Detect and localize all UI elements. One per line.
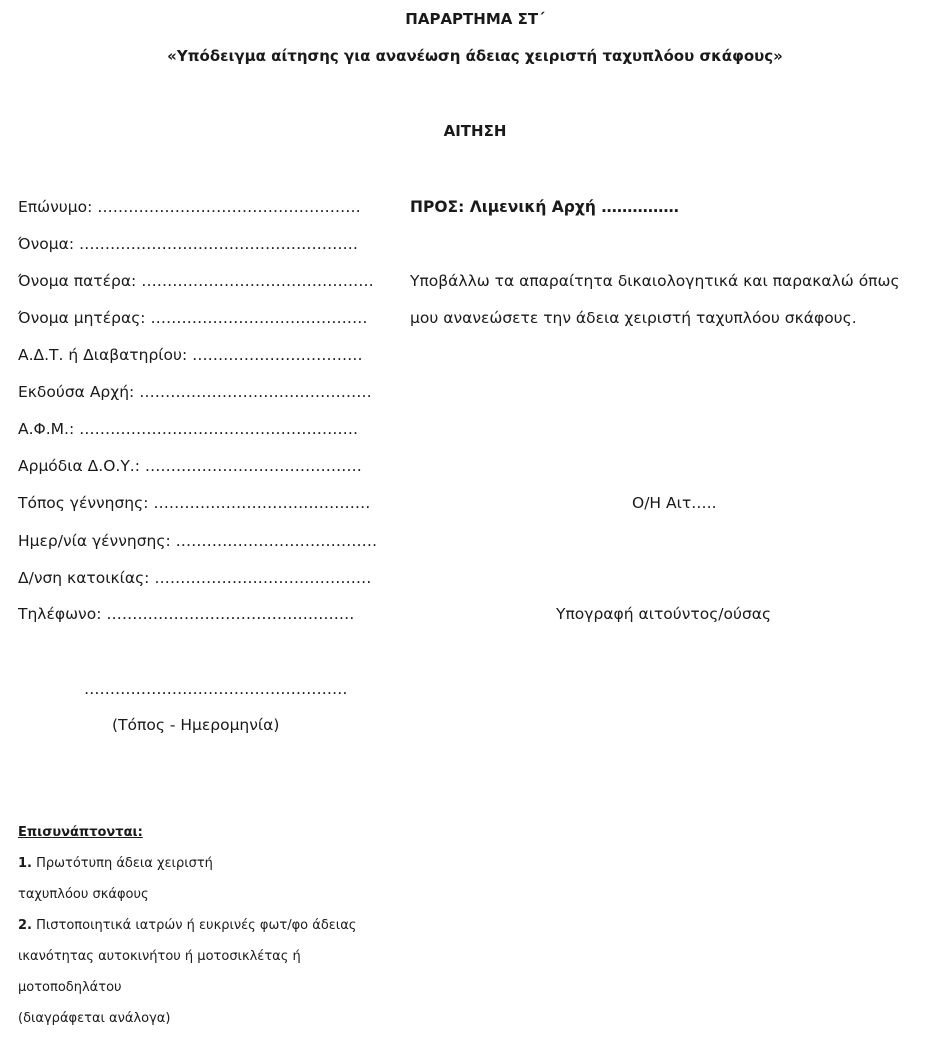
signature-label: Υπογραφή αιτούντος/ούσας [556,605,772,623]
field-issuing-authority: Εκδούσα Αρχή: ……………………………………… [18,383,372,401]
field-surname: Επώνυμο: …………………………………………… [18,198,361,216]
attachment-item-2-cont-2: μοτοποδηλάτου [18,980,122,995]
attachment-item-2-text: Πιστοποιητικά ιατρών ή ευκρινές φωτ/φο άδειας [31,918,357,933]
field-birthdate: Ημερ/νία γέννησης: ………………………………… [18,532,378,550]
field-id-passport: Α.Δ.Τ. ή Διαβατηρίου: …………………………… [18,346,363,364]
attachment-item-2-number: 2. [18,918,32,933]
attachment-item-2-cont-1: ικανότητας αυτοκινήτου ή μοτοσικλέτας ή [18,949,301,964]
field-tax-number: Α.Φ.Μ.: ……………………………………………… [18,420,359,438]
field-phone: Τηλέφωνο: ………………………………………… [18,605,355,623]
field-name: Όνομα: ……………………………………………… [18,235,358,253]
request-line-2: μου ανανεώσετε την άδεια χειριστή ταχυπλόου σκάφους. [410,309,857,327]
field-birthplace: Τόπος γέννησης: …………………………………… [18,494,371,512]
attachments-heading: Επισυνάπτονται: [18,825,143,840]
attachment-item-2-note: (διαγράφεται ανάλογα) [18,1011,171,1026]
document-subtitle: «Υπόδειγμα αίτησης για ανανέωση άδειας χειριστή ταχυπλόου σκάφους» [167,47,783,65]
field-mother-name: Όνομα μητέρας: …………………………………… [18,309,368,327]
request-line-1: Υποβάλλω τα απαραίτητα δικαιολογητικά και παρακαλώ όπως [410,272,900,290]
recipient-line: ΠΡΟΣ: Λιμενική Αρχή …………… [410,198,679,216]
attachment-item-2 [18,918,356,933]
annex-heading: ΠΑΡΑΡΤΗΜΑ ΣΤ΄ [405,10,545,28]
attachment-item-1-text: Πρωτότυπη άδεια χειριστή [31,856,213,871]
attachment-item-1-number: 1. [18,856,32,871]
field-address: Δ/νση κατοικίας: …………………………………… [18,569,372,587]
applicant-label: Ο/Η Αιτ….. [632,494,717,512]
place-date-dots: …………………………………………… [84,680,348,698]
field-father-name: Όνομα πατέρα: ……………………………………… [18,272,374,290]
attachment-item-1-cont: ταχυπλόου σκάφους [18,887,149,902]
attachment-item-1 [18,856,213,871]
document-title: ΑΙΤΗΣΗ [443,122,507,140]
field-tax-office: Αρμόδια Δ.Ο.Υ.: …………………………………… [18,457,362,475]
place-date-label: (Τόπος - Ημερομηνία) [112,716,280,734]
